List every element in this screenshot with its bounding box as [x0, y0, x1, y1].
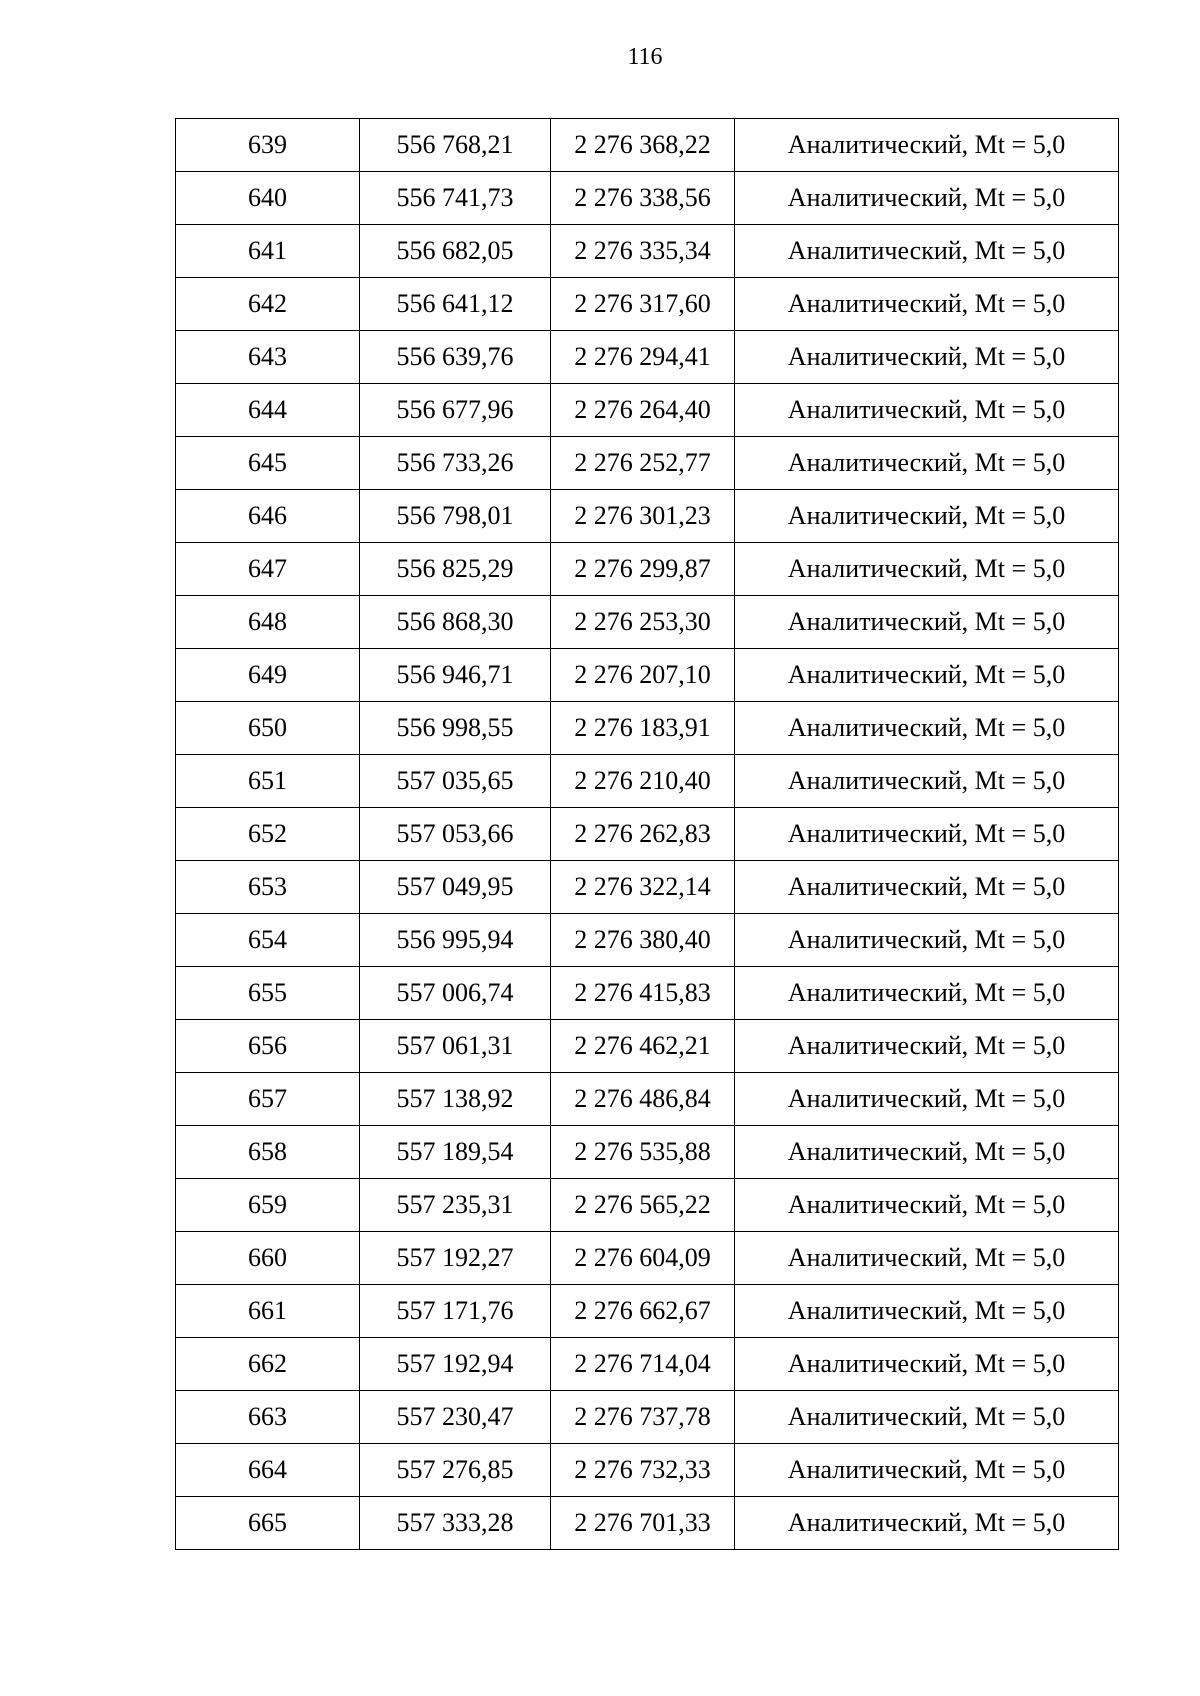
x-coordinate-cell: 557 333,28 — [360, 1497, 551, 1550]
x-coordinate-cell: 557 276,85 — [360, 1444, 551, 1497]
method-cell: Аналитический, Mt = 5,0 — [735, 490, 1119, 543]
table-row — [176, 1232, 1119, 1285]
x-coordinate-cell: 557 235,31 — [360, 1179, 551, 1232]
x-coordinate-cell: 556 946,71 — [360, 649, 551, 702]
method-cell: Аналитический, Mt = 5,0 — [735, 437, 1119, 490]
table-row — [176, 172, 1119, 225]
point-number-cell: 643 — [176, 331, 360, 384]
table-row — [176, 649, 1119, 702]
method-cell: Аналитический, Mt = 5,0 — [735, 278, 1119, 331]
point-number-cell: 644 — [176, 384, 360, 437]
y-coordinate-cell: 2 276 262,83 — [551, 808, 735, 861]
method-cell: Аналитический, Mt = 5,0 — [735, 967, 1119, 1020]
point-number-cell: 663 — [176, 1391, 360, 1444]
x-coordinate-cell: 556 768,21 — [360, 119, 551, 172]
point-number-cell: 653 — [176, 861, 360, 914]
table-row — [176, 119, 1119, 172]
y-coordinate-cell: 2 276 183,91 — [551, 702, 735, 755]
point-number-cell: 650 — [176, 702, 360, 755]
y-coordinate-cell: 2 276 322,14 — [551, 861, 735, 914]
point-number-cell: 660 — [176, 1232, 360, 1285]
table-row — [176, 1444, 1119, 1497]
method-cell: Аналитический, Mt = 5,0 — [735, 1285, 1119, 1338]
method-cell: Аналитический, Mt = 5,0 — [735, 1179, 1119, 1232]
point-number-cell: 651 — [176, 755, 360, 808]
method-cell: Аналитический, Mt = 5,0 — [735, 702, 1119, 755]
point-number-cell: 661 — [176, 1285, 360, 1338]
point-number-cell: 647 — [176, 543, 360, 596]
table-row — [176, 1126, 1119, 1179]
point-number-cell: 645 — [176, 437, 360, 490]
method-cell: Аналитический, Mt = 5,0 — [735, 1497, 1119, 1550]
method-cell: Аналитический, Mt = 5,0 — [735, 1020, 1119, 1073]
x-coordinate-cell: 557 189,54 — [360, 1126, 551, 1179]
point-number-cell: 640 — [176, 172, 360, 225]
y-coordinate-cell: 2 276 662,67 — [551, 1285, 735, 1338]
point-number-cell: 662 — [176, 1338, 360, 1391]
table-row — [176, 755, 1119, 808]
point-number-cell: 639 — [176, 119, 360, 172]
x-coordinate-cell: 556 682,05 — [360, 225, 551, 278]
method-cell: Аналитический, Mt = 5,0 — [735, 755, 1119, 808]
table-row — [176, 808, 1119, 861]
x-coordinate-cell: 556 825,29 — [360, 543, 551, 596]
method-cell: Аналитический, Mt = 5,0 — [735, 384, 1119, 437]
point-number-cell: 665 — [176, 1497, 360, 1550]
table-row — [176, 437, 1119, 490]
method-cell: Аналитический, Mt = 5,0 — [735, 1232, 1119, 1285]
method-cell: Аналитический, Mt = 5,0 — [735, 331, 1119, 384]
table-row — [176, 490, 1119, 543]
y-coordinate-cell: 2 276 415,83 — [551, 967, 735, 1020]
method-cell: Аналитический, Mt = 5,0 — [735, 225, 1119, 278]
table-row — [176, 543, 1119, 596]
method-cell: Аналитический, Mt = 5,0 — [735, 1444, 1119, 1497]
y-coordinate-cell: 2 276 299,87 — [551, 543, 735, 596]
y-coordinate-cell: 2 276 207,10 — [551, 649, 735, 702]
y-coordinate-cell: 2 276 462,21 — [551, 1020, 735, 1073]
y-coordinate-cell: 2 276 210,40 — [551, 755, 735, 808]
x-coordinate-cell: 556 998,55 — [360, 702, 551, 755]
y-coordinate-cell: 2 276 732,33 — [551, 1444, 735, 1497]
method-cell: Аналитический, Mt = 5,0 — [735, 861, 1119, 914]
table-row — [176, 1391, 1119, 1444]
table-row — [176, 702, 1119, 755]
table-row — [176, 384, 1119, 437]
x-coordinate-cell: 557 230,47 — [360, 1391, 551, 1444]
x-coordinate-cell: 557 192,27 — [360, 1232, 551, 1285]
method-cell: Аналитический, Mt = 5,0 — [735, 1126, 1119, 1179]
point-number-cell: 646 — [176, 490, 360, 543]
x-coordinate-cell: 556 868,30 — [360, 596, 551, 649]
point-number-cell: 652 — [176, 808, 360, 861]
table-row — [176, 331, 1119, 384]
method-cell: Аналитический, Mt = 5,0 — [735, 1338, 1119, 1391]
x-coordinate-cell: 557 192,94 — [360, 1338, 551, 1391]
method-cell: Аналитический, Mt = 5,0 — [735, 808, 1119, 861]
table-row — [176, 596, 1119, 649]
table-row — [176, 1073, 1119, 1126]
x-coordinate-cell: 556 639,76 — [360, 331, 551, 384]
table-row — [176, 1497, 1119, 1550]
method-cell: Аналитический, Mt = 5,0 — [735, 914, 1119, 967]
table-row — [176, 1285, 1119, 1338]
table-row — [176, 1179, 1119, 1232]
point-number-cell: 648 — [176, 596, 360, 649]
x-coordinate-cell: 557 053,66 — [360, 808, 551, 861]
page-number: 116 — [627, 44, 663, 70]
table-row — [176, 1338, 1119, 1391]
y-coordinate-cell: 2 276 317,60 — [551, 278, 735, 331]
method-cell: Аналитический, Mt = 5,0 — [735, 1391, 1119, 1444]
x-coordinate-cell: 556 677,96 — [360, 384, 551, 437]
table-row — [176, 967, 1119, 1020]
point-number-cell: 659 — [176, 1179, 360, 1232]
point-number-cell: 656 — [176, 1020, 360, 1073]
method-cell: Аналитический, Mt = 5,0 — [735, 649, 1119, 702]
x-coordinate-cell: 556 798,01 — [360, 490, 551, 543]
method-cell: Аналитический, Mt = 5,0 — [735, 543, 1119, 596]
coordinates-table — [175, 118, 1119, 1550]
x-coordinate-cell: 557 035,65 — [360, 755, 551, 808]
y-coordinate-cell: 2 276 714,04 — [551, 1338, 735, 1391]
method-cell: Аналитический, Mt = 5,0 — [735, 596, 1119, 649]
point-number-cell: 642 — [176, 278, 360, 331]
table-row — [176, 225, 1119, 278]
x-coordinate-cell: 557 006,74 — [360, 967, 551, 1020]
table-row — [176, 278, 1119, 331]
x-coordinate-cell: 556 995,94 — [360, 914, 551, 967]
point-number-cell: 658 — [176, 1126, 360, 1179]
point-number-cell: 657 — [176, 1073, 360, 1126]
y-coordinate-cell: 2 276 338,56 — [551, 172, 735, 225]
y-coordinate-cell: 2 276 380,40 — [551, 914, 735, 967]
y-coordinate-cell: 2 276 294,41 — [551, 331, 735, 384]
y-coordinate-cell: 2 276 252,77 — [551, 437, 735, 490]
point-number-cell: 649 — [176, 649, 360, 702]
method-cell: Аналитический, Mt = 5,0 — [735, 119, 1119, 172]
y-coordinate-cell: 2 276 737,78 — [551, 1391, 735, 1444]
y-coordinate-cell: 2 276 301,23 — [551, 490, 735, 543]
point-number-cell: 664 — [176, 1444, 360, 1497]
y-coordinate-cell: 2 276 535,88 — [551, 1126, 735, 1179]
x-coordinate-cell: 557 138,92 — [360, 1073, 551, 1126]
x-coordinate-cell: 557 049,95 — [360, 861, 551, 914]
y-coordinate-cell: 2 276 264,40 — [551, 384, 735, 437]
y-coordinate-cell: 2 276 368,22 — [551, 119, 735, 172]
method-cell: Аналитический, Mt = 5,0 — [735, 172, 1119, 225]
x-coordinate-cell: 557 171,76 — [360, 1285, 551, 1338]
y-coordinate-cell: 2 276 701,33 — [551, 1497, 735, 1550]
x-coordinate-cell: 557 061,31 — [360, 1020, 551, 1073]
point-number-cell: 654 — [176, 914, 360, 967]
method-cell: Аналитический, Mt = 5,0 — [735, 1073, 1119, 1126]
x-coordinate-cell: 556 733,26 — [360, 437, 551, 490]
y-coordinate-cell: 2 276 335,34 — [551, 225, 735, 278]
x-coordinate-cell: 556 641,12 — [360, 278, 551, 331]
coordinates-table-body — [176, 119, 1119, 1550]
y-coordinate-cell: 2 276 253,30 — [551, 596, 735, 649]
point-number-cell: 655 — [176, 967, 360, 1020]
table-row — [176, 914, 1119, 967]
x-coordinate-cell: 556 741,73 — [360, 172, 551, 225]
y-coordinate-cell: 2 276 565,22 — [551, 1179, 735, 1232]
y-coordinate-cell: 2 276 486,84 — [551, 1073, 735, 1126]
table-row — [176, 861, 1119, 914]
point-number-cell: 641 — [176, 225, 360, 278]
table-row — [176, 1020, 1119, 1073]
y-coordinate-cell: 2 276 604,09 — [551, 1232, 735, 1285]
